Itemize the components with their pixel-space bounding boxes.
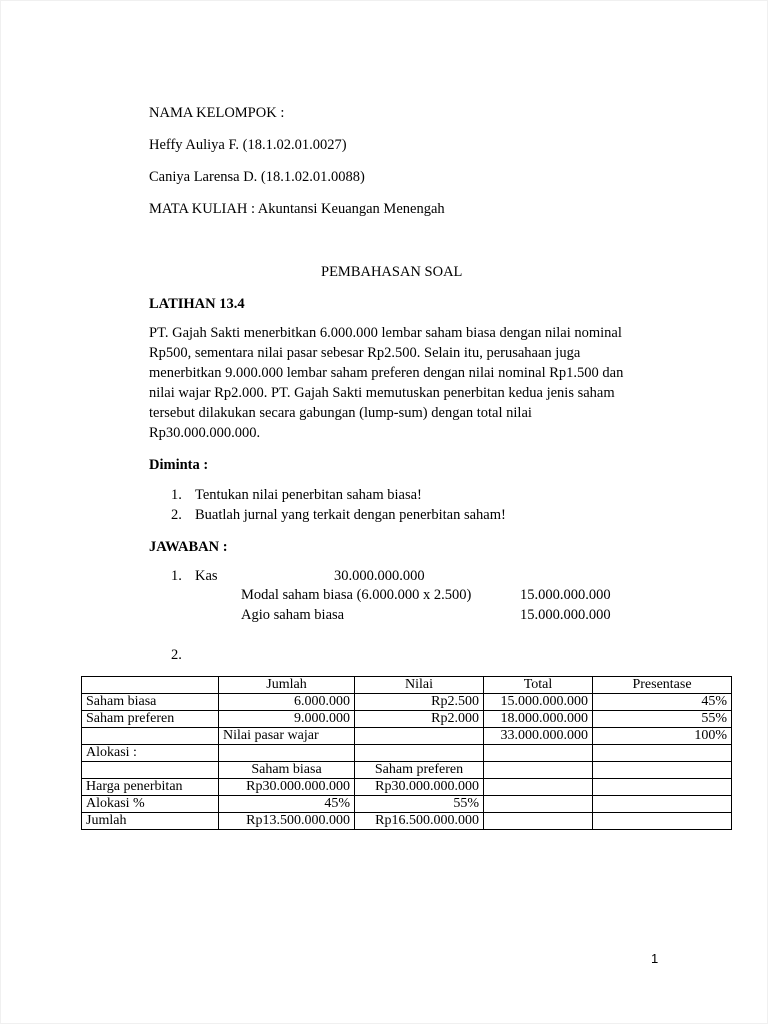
header-presentase: Presentase [593,677,732,694]
problem-paragraph [149,323,669,443]
problem-line: menerbitkan 9.000.000 lembar saham preferen dengan nilai nominal Rp1.500 dan [149,365,624,381]
section-title: PEMBAHASAN SOAL [321,264,463,280]
empty-cell [219,745,355,762]
course-line: MATA KULIAH : Akuntansi Keuangan Menengah [149,201,445,217]
header-nilai: Nilai [355,677,484,694]
sum-2: Rp16.500.000.000 [355,813,484,830]
issue-price-1: Rp30.000.000.000 [219,779,355,796]
problem-line: Rp30.000.000.000. [149,425,261,441]
journal-debit-account: Kas [195,568,218,584]
empty-cell [593,745,732,762]
page-number: 1 [651,951,659,966]
header-blank [82,677,219,694]
issue-price-label: Harga penerbitan [82,779,219,796]
empty-cell [593,813,732,830]
requested-item-2: Buatlah jurnal yang terkait dengan penerbitan saham! [195,507,506,523]
empty-cell [484,762,593,779]
sum-1: Rp13.500.000.000 [219,813,355,830]
fair-total: 33.000.000.000 [484,728,593,745]
header-jumlah: Jumlah [219,677,355,694]
fair-pct: 100% [593,728,732,745]
alloc-pct-1: 45% [219,796,355,813]
requested-num-2: 2. [171,507,182,523]
empty-cell [484,813,593,830]
row-label: Saham preferen [82,711,219,728]
empty-cell [484,779,593,796]
row-jumlah: 9.000.000 [219,711,355,728]
requested-label: Diminta : [149,457,209,473]
journal-credit1-account: Modal saham biasa (6.000.000 x 2.500) [241,587,472,603]
table-header-row [82,677,732,694]
table-row [82,796,732,813]
sum-label: Jumlah [82,813,219,830]
table-row [82,779,732,796]
empty-cell [593,796,732,813]
alloc-col-1: Saham biasa [219,762,355,779]
empty-cell [355,745,484,762]
table-row [82,728,732,745]
alloc-pct-label: Alokasi % [82,796,219,813]
journal-num: 1. [171,568,182,584]
empty-cell [484,796,593,813]
fair-blank [82,728,219,745]
member-2: Caniya Larensa D. (18.1.02.01.0088) [149,169,365,185]
header-total: Total [484,677,593,694]
row-jumlah: 6.000.000 [219,694,355,711]
empty-cell [593,779,732,796]
requested-item-1: Tentukan nilai penerbitan saham biasa! [195,487,422,503]
alloc-label: Alokasi : [82,745,219,762]
journal-credit1-amount: 15.000.000.000 [520,587,611,603]
fair-value-label: Nilai pasar wajar [219,728,355,745]
allocation-table [81,676,732,830]
table-row [82,711,732,728]
problem-line: Rp500, sementara nilai pasar sebesar Rp2.500. Selain itu, perusahaan juga [149,345,581,361]
row-label: Saham biasa [82,694,219,711]
problem-line: nilai wajar Rp2.000. PT. Gajah Sakti memutuskan penerbitan kedua jenis saham [149,385,615,401]
alloc-col-2: Saham preferen [355,762,484,779]
row-nilai: Rp2.500 [355,694,484,711]
empty-cell [593,762,732,779]
answer-num-2: 2. [171,647,182,663]
alloc-pct-2: 55% [355,796,484,813]
table-row [82,762,732,779]
answer-label: JAWABAN : [149,539,228,555]
fair-blank-2 [355,728,484,745]
member-1: Heffy Auliya F. (18.1.02.01.0027) [149,137,347,153]
row-nilai: Rp2.000 [355,711,484,728]
journal-credit2-account: Agio saham biasa [241,607,345,623]
empty-cell [484,745,593,762]
journal-debit-amount: 30.000.000.000 [334,568,425,584]
problem-line: tersebut dilakukan secara gabungan (lump-sum) dengan total nilai [149,405,532,421]
row-pct: 45% [593,694,732,711]
issue-price-2: Rp30.000.000.000 [355,779,484,796]
problem-line: PT. Gajah Sakti menerbitkan 6.000.000 lembar saham biasa dengan nilai nominal [149,325,622,341]
exercise-title: LATIHAN 13.4 [149,296,245,312]
row-total: 15.000.000.000 [484,694,593,711]
group-label: NAMA KELOMPOK : [149,105,285,121]
table-row [82,694,732,711]
requested-num-1: 1. [171,487,182,503]
journal-credit2-amount: 15.000.000.000 [520,607,611,623]
table-row [82,813,732,830]
row-pct: 55% [593,711,732,728]
table-row [82,745,732,762]
row-total: 18.000.000.000 [484,711,593,728]
empty-cell [82,762,219,779]
